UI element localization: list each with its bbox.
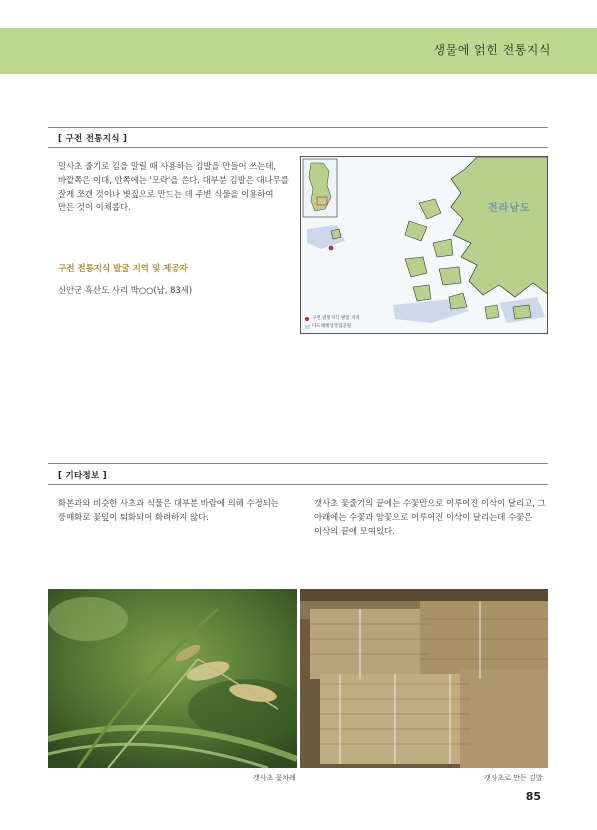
origin-title: 구전 전통지식 발굴 지역 및 제공자 xyxy=(58,264,188,274)
map-graphic xyxy=(301,157,548,334)
map-region-label: 전라남도 xyxy=(488,203,531,214)
other-info-right-text: 갯사초 꽃줄기의 끝에는 수꽃만으로 이루어진 이삭이 달리고, 그 아래에는 수꽃과 암꽃으로 이루어진 이삭이 달리는데 수꽃은 이삭의 끝에 모여있다. xyxy=(314,498,546,536)
page-header-title: 생물에 얽힌 전통지식 xyxy=(433,43,551,57)
island-shape xyxy=(485,305,499,319)
sedge-flower-illustration xyxy=(48,589,297,768)
oral-knowledge-text: 밀사초 줄기로 김을 말릴 때 사용하는 김발을 만들어 쓰는데, 바깥쪽은 이대, 안쪽에는 '모락'을 쓴다. 대부분 김발은 대나무를 잘게 쪼갠 것이나 볏짚으로 만드는 데 주변 식물을 이용하여 만든 것이 이채롭다. xyxy=(58,161,289,213)
legend-dot-icon xyxy=(305,317,309,321)
island-shape xyxy=(413,285,431,301)
island-shape xyxy=(405,221,427,241)
legend-item: 구전 전통지식 발굴 지역 xyxy=(312,316,360,321)
discovery-marker xyxy=(329,246,334,251)
photo-caption: 갯사초로 만든 김발 xyxy=(484,774,543,782)
photo-caption: 갯사초 꽃차례 xyxy=(253,774,296,782)
inset-peninsula xyxy=(309,163,331,211)
provider-text: 신안군 흑산도 사리 박○○(남, 83세) xyxy=(58,285,193,295)
laver-mat-photo xyxy=(300,589,548,768)
island-shape xyxy=(439,267,461,285)
island-shape xyxy=(449,293,467,309)
laver-mat-illustration xyxy=(300,589,548,768)
section-label-other-info: [ 기타정보 ] xyxy=(58,471,107,481)
island-shape xyxy=(513,305,531,319)
page-number: 85 xyxy=(525,790,541,803)
island-shape xyxy=(331,229,341,239)
section-rule xyxy=(48,127,548,128)
section-rule xyxy=(48,463,548,464)
legend-item: 다도해해상국립공원 xyxy=(312,324,352,329)
mainland-shape xyxy=(451,157,548,297)
section-label-oral-knowledge: [ 구전 전통지식 ] xyxy=(58,134,128,144)
location-map xyxy=(300,156,548,334)
island-shape xyxy=(419,199,441,219)
sedge-flower-photo xyxy=(48,589,297,768)
section-rule xyxy=(48,147,548,148)
island-shape xyxy=(433,239,453,257)
legend-area-icon xyxy=(305,325,310,329)
map-legend xyxy=(305,315,360,331)
other-info-left-text: 화본과와 비슷한 사초과 식물은 대부분 바람에 의해 수정되는 풍매화로 꽃잎이 퇴화되어 화려하지 않다. xyxy=(58,498,279,522)
island-shape xyxy=(405,257,427,277)
section-rule xyxy=(48,484,548,485)
